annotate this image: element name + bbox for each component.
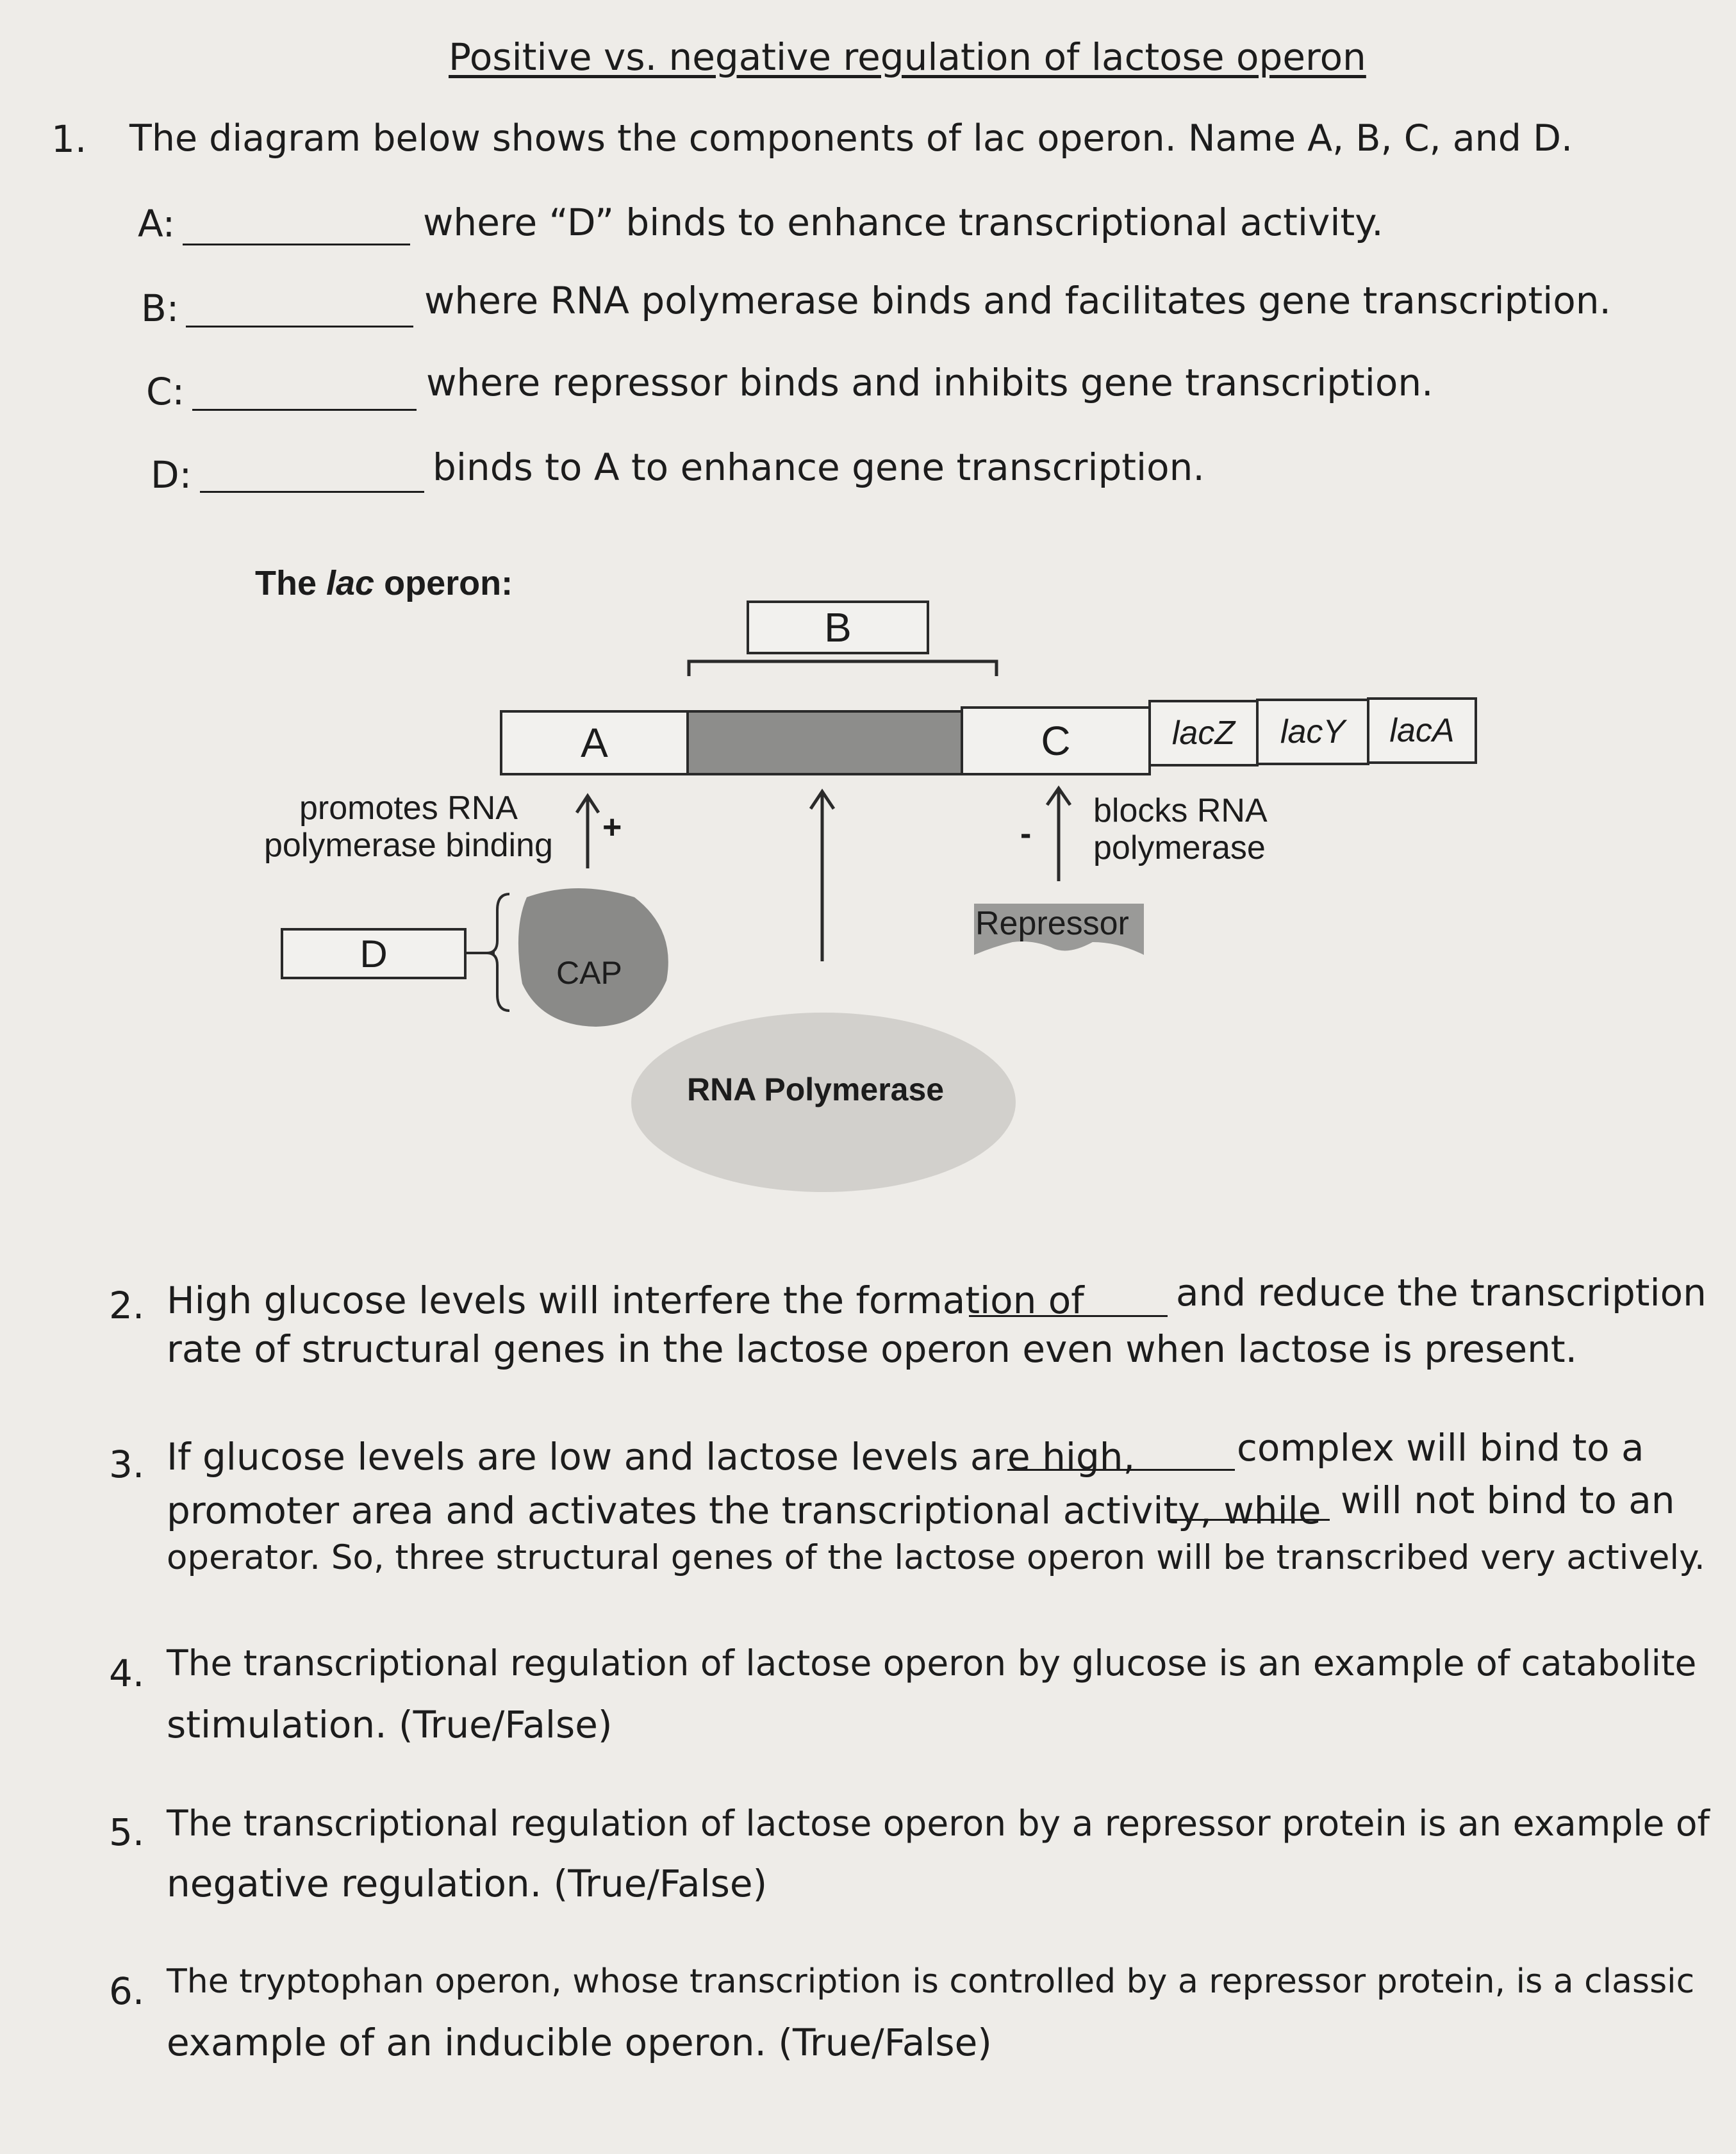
cap-label: CAP <box>556 955 622 991</box>
q5-number: 5. <box>109 1810 145 1854</box>
page-title: Positive vs. negative regulation of lactose operon <box>449 35 1366 79</box>
q1-label-a: A: <box>138 202 176 245</box>
q1-label-b: B: <box>141 286 179 330</box>
gene-laca-label: lacA <box>1389 712 1455 749</box>
repressor-label: Repressor <box>975 905 1129 942</box>
blocks-line1: blocks RNA <box>1093 792 1268 829</box>
box-a <box>500 710 689 775</box>
q3-part4: will not bind to an <box>1341 1479 1675 1522</box>
q5-line2: negative regulation. (True/False) <box>167 1862 768 1905</box>
q1-text-d: binds to A to enhance gene transcription. <box>433 445 1205 489</box>
blocks-line2: polymerase <box>1093 829 1266 867</box>
q4-line1: The transcriptional regulation of lactose operon by glucose is an example of catabolite <box>167 1643 1697 1684</box>
q1-text-b: where RNA polymerase binds and facilitates gene transcription. <box>424 279 1611 322</box>
box-c-label: C <box>1041 718 1071 764</box>
promotes-label <box>264 790 553 864</box>
rna-polymerase-arrow <box>811 791 834 961</box>
q3-answer-blank-2[interactable] <box>1170 1519 1330 1521</box>
minus-sign: - <box>1020 815 1032 852</box>
gene-laca <box>1367 697 1477 764</box>
q3-answer-blank-1[interactable] <box>1007 1469 1235 1471</box>
q4-number: 4. <box>109 1652 145 1695</box>
q6-line1: The tryptophan operon, whose transcription is controlled by a repressor protein, is a classic <box>167 1962 1695 2001</box>
box-c <box>961 706 1151 775</box>
q1-label-c: C: <box>146 370 185 413</box>
diagram-heading-pre: The <box>255 564 327 602</box>
q6-line2: example of an inducible operon. (True/False) <box>167 2021 992 2064</box>
promoter-bracket <box>689 661 996 676</box>
blocks-label <box>1093 792 1268 866</box>
q4-line2: stimulation. (True/False) <box>167 1703 613 1746</box>
box-b-label: B <box>824 604 852 650</box>
promotes-line1: promotes RNA <box>299 790 518 827</box>
diagram-heading-em: lac <box>326 564 375 602</box>
gene-lacy-label: lacY <box>1280 713 1346 750</box>
d-curly-brace <box>487 894 509 1011</box>
q1-prompt: The diagram below shows the components of lac operon. Name A, B, C, and D. <box>129 117 1573 160</box>
box-a-label: A <box>581 720 608 766</box>
q1-label-d: D: <box>151 453 192 497</box>
activation-arrow <box>577 796 599 868</box>
q2-number: 2. <box>109 1284 145 1327</box>
box-d <box>281 928 467 979</box>
q2-line2: rate of structural genes in the lactose operon even when lactose is present. <box>167 1327 1578 1371</box>
diagram-heading-post: operon: <box>374 564 513 602</box>
q3-number: 3. <box>109 1443 145 1486</box>
q1-number: 1. <box>51 117 87 161</box>
q3-line3: operator. So, three structural genes of the lactose operon will be transcribed very actively. <box>167 1538 1705 1577</box>
q2-part2: and reduce the transcription <box>1176 1271 1707 1314</box>
box-d-label: D <box>360 932 388 975</box>
q3-part1: If glucose levels are low and lactose levels are high, <box>167 1435 1136 1479</box>
promoter-region <box>686 710 963 775</box>
q2-answer-blank[interactable] <box>969 1315 1168 1317</box>
q1-text-c: where repressor binds and inhibits gene transcription. <box>426 361 1434 404</box>
plus-sign: + <box>602 809 622 846</box>
promotes-line2: polymerase binding <box>264 827 553 865</box>
gene-lacz-label: lacZ <box>1171 715 1236 752</box>
rna-polymerase-label: RNA Polymerase <box>687 1072 945 1107</box>
repression-arrow <box>1047 788 1070 881</box>
q6-number: 6. <box>109 1969 145 2013</box>
q1-text-a: where “D” binds to enhance transcriptional activity. <box>423 201 1384 244</box>
gene-lacy <box>1256 699 1369 765</box>
q3-part2: complex will bind to a <box>1237 1426 1644 1470</box>
gene-lacz <box>1148 700 1259 766</box>
q2-part1: High glucose levels will interfere the formation of <box>167 1279 1084 1322</box>
q5-line1: The transcriptional regulation of lactose operon by a repressor protein is an example of <box>167 1803 1710 1844</box>
q3-part3: promoter area and activates the transcriptional activity, while <box>167 1489 1321 1532</box>
